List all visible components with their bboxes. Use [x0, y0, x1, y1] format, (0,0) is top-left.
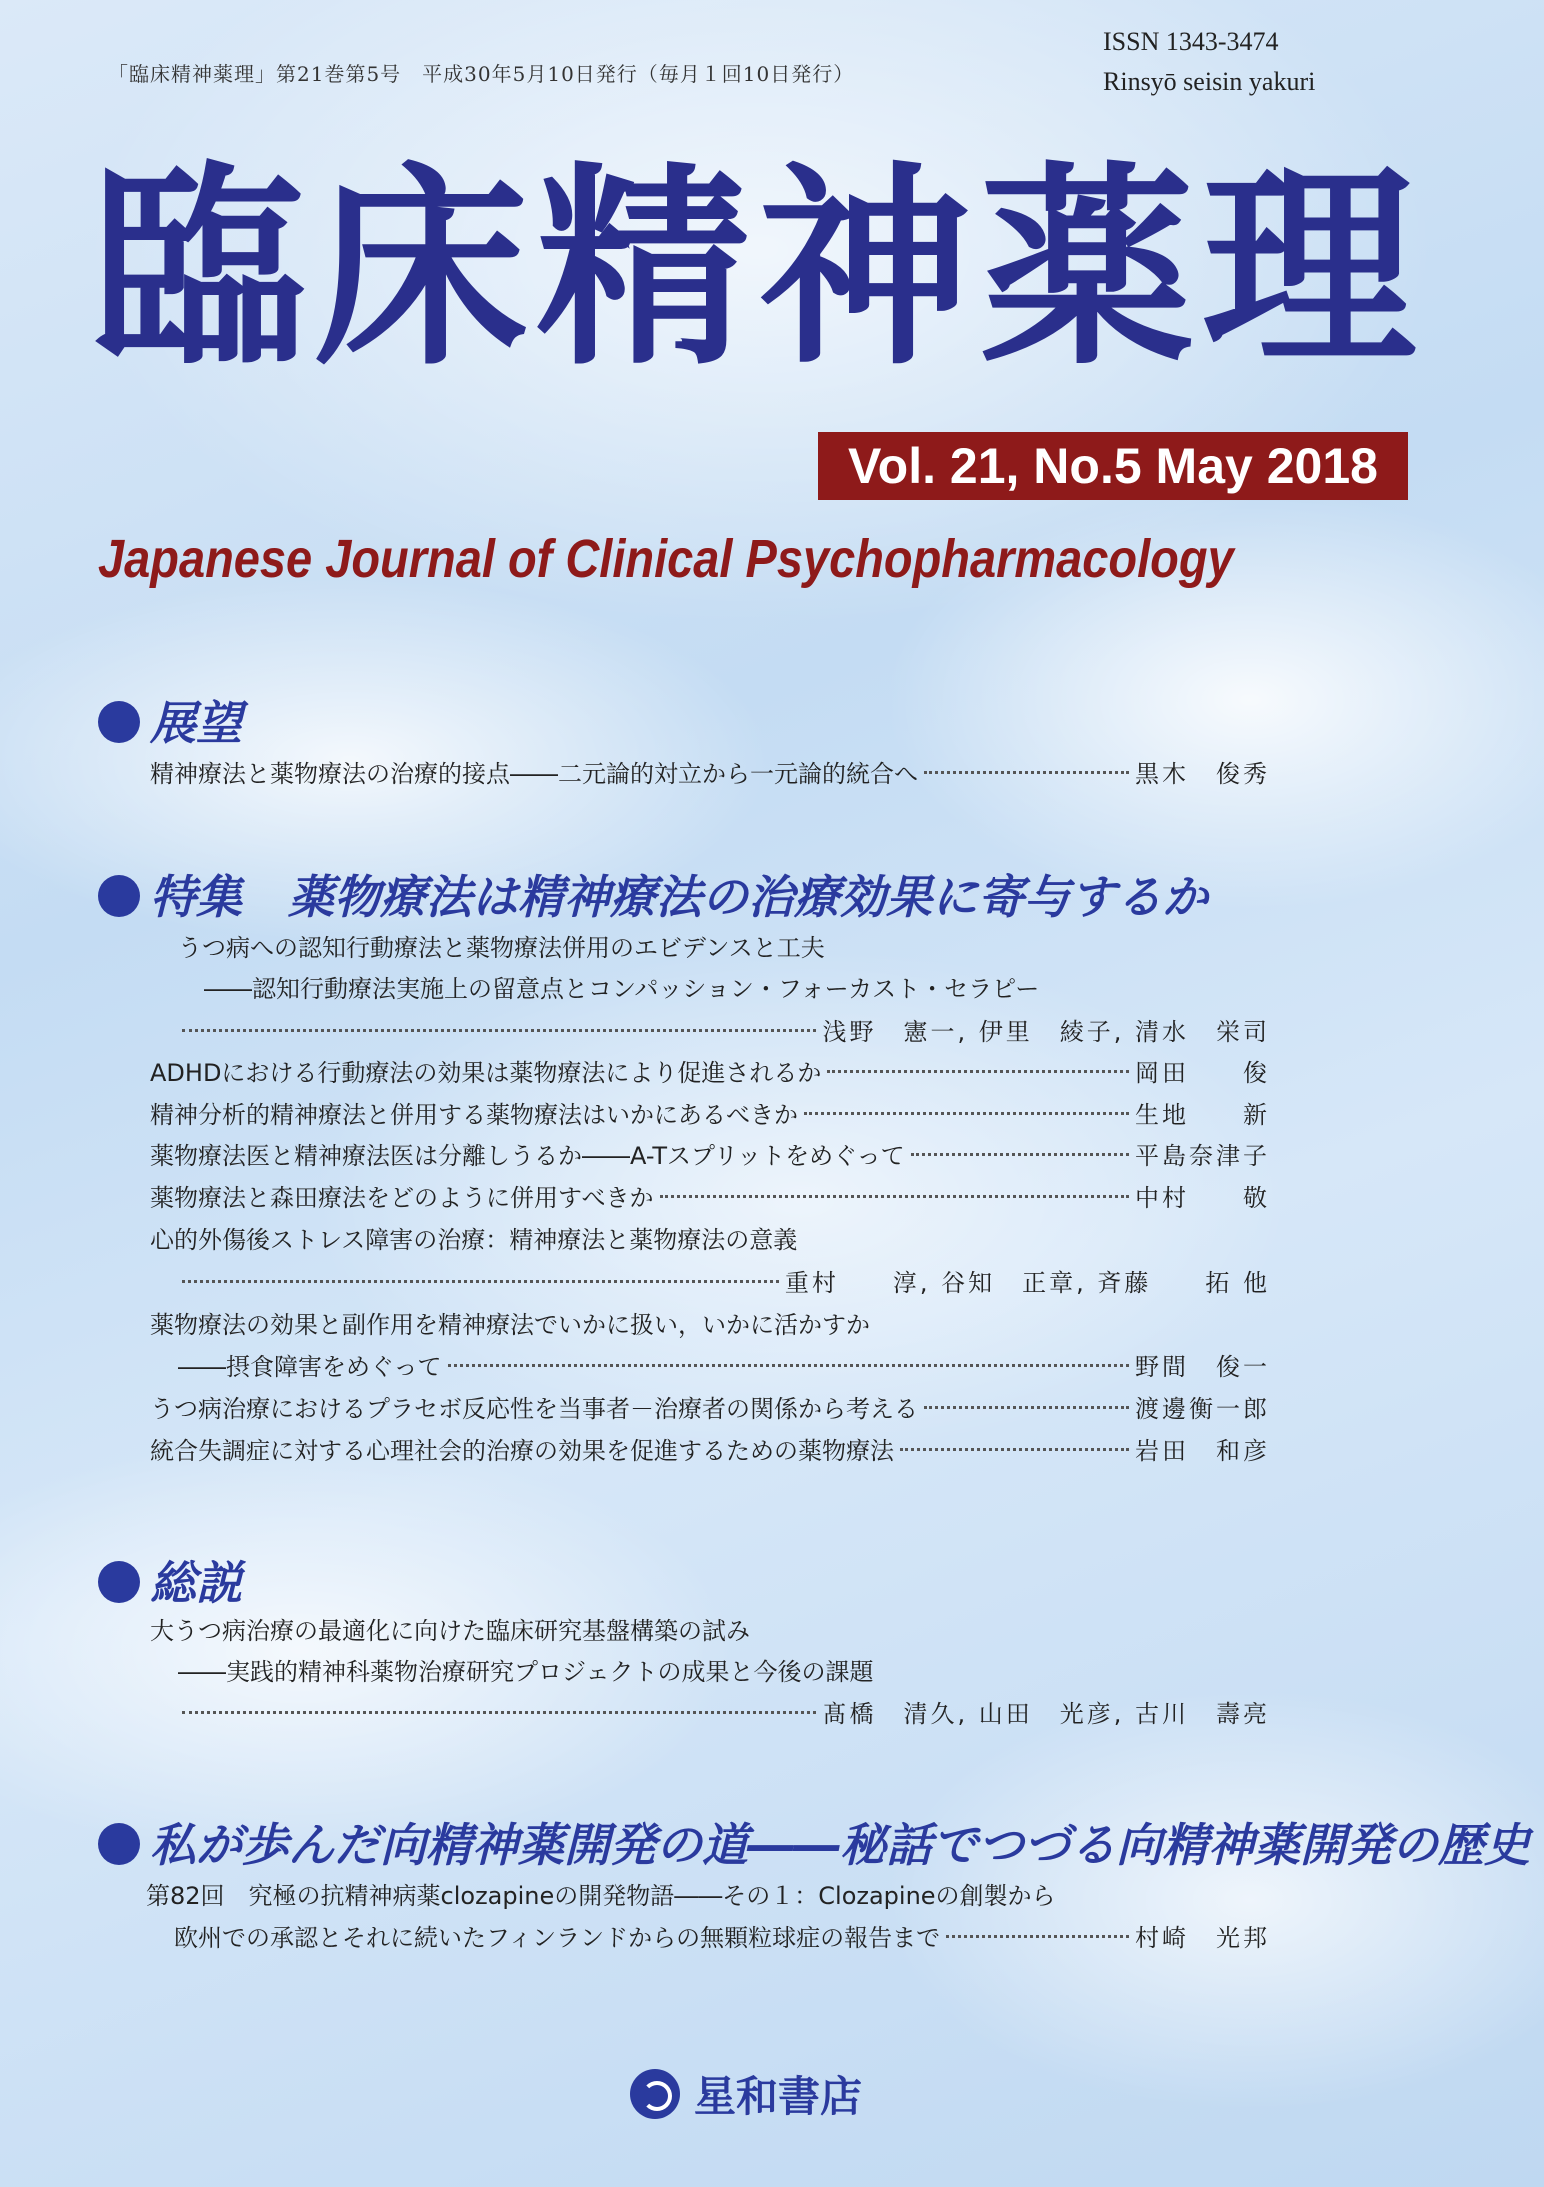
toc-entry: 精神療法と薬物療法の治療的接点――二元論的対立から一元論的統合へ 黒木 俊秀: [150, 760, 1270, 788]
toc-entry: 統合失調症に対する心理社会的治療の効果を促進するための薬物療法 岩田 和彦: [150, 1437, 1270, 1465]
toc-entry: 第82回 究極の抗精神病薬clozapineの開発物語――その１：Clozapineの創製から: [146, 1882, 1056, 1910]
bullet-dot-icon: [98, 701, 140, 743]
toc-entry: 精神分析的精神療法と併用する薬物療法はいかにあるべきか 生地 新: [150, 1101, 1270, 1129]
journal-english-title: Japanese Journal of Clinical Psychopharmacology: [98, 529, 1234, 589]
publisher: [630, 2064, 862, 2124]
toc-entry: うつ病治療におけるプラセボ反応性を当事者－治療者の関係から考える 渡邊衡一郎: [150, 1395, 1270, 1423]
section-heading-sosetsu: 総説: [98, 1553, 242, 1613]
bullet-dot-icon: [98, 1561, 140, 1603]
toc-entry: うつ病への認知行動療法と薬物療法併用のエビデンスと工夫: [178, 934, 825, 962]
volume-badge: Vol. 21, No.5 May 2018: [818, 432, 1408, 500]
section-heading-history: 私が歩んだ向精神薬開発の道――秘話でつづる向精神薬開発の歴史: [98, 1815, 1530, 1875]
toc-entry-subtitle: ――認知行動療法実施上の留意点とコンパッション・フォーカスト・セラピー: [204, 975, 1040, 1003]
romaji-title: Rinsyō seisin yakuri: [1103, 67, 1316, 96]
toc-entry-authors: 浅野 憲一, 伊里 綾子, 清水 栄司: [176, 1016, 1270, 1048]
toc-entry: 欧州での承認とそれに続いたフィンランドからの無顆粒球症の報告まで 村崎 光邦: [174, 1924, 1270, 1952]
bullet-dot-icon: [98, 875, 140, 917]
toc-entry: 大うつ病治療の最適化に向けた臨床研究基盤構築の試み: [150, 1617, 750, 1645]
toc-entry-authors: 重村 淳, 谷知 正章, 斉藤 拓 他: [176, 1267, 1270, 1299]
publisher-logo-icon: [630, 2069, 680, 2119]
section-heading-tokushu: 特集 薬物療法は精神療法の治療効果に寄与するか: [98, 867, 1208, 927]
toc-entry-authors: 髙橋 清久, 山田 光彦, 古川 壽亮: [176, 1698, 1270, 1730]
toc-entry-subtitle: ――実践的精神科薬物治療研究プロジェクトの成果と今後の課題: [178, 1658, 874, 1686]
issue-info: 「臨床精神薬理」第21巻第5号 平成30年5月10日発行（毎月１回10日発行）: [108, 62, 855, 86]
bullet-dot-icon: [98, 1823, 140, 1865]
publisher-name: 星和書店: [694, 2072, 863, 2121]
toc-entry: 薬物療法医と精神療法医は分離しうるか――A-Tスプリットをめぐって 平島奈津子: [150, 1142, 1270, 1170]
journal-title: 臨床精神薬理: [92, 145, 1424, 394]
toc-entry: 心的外傷後ストレス障害の治療：精神療法と薬物療法の意義: [150, 1226, 798, 1254]
issn-block: [1103, 22, 1315, 102]
toc-entry: ――摂食障害をめぐって 野間 俊一: [178, 1353, 1270, 1381]
toc-entry: 薬物療法の効果と副作用を精神療法でいかに扱い，いかに活かすか: [150, 1311, 870, 1339]
section-heading-tenbo: 展望: [98, 693, 242, 753]
issn-number: ISSN 1343-3474: [1103, 27, 1279, 56]
toc-entry: ADHDにおける行動療法の効果は薬物療法により促進されるか 岡田 俊: [150, 1059, 1270, 1087]
toc-entry: 薬物療法と森田療法をどのように併用すべきか 中村 敬: [150, 1184, 1270, 1212]
